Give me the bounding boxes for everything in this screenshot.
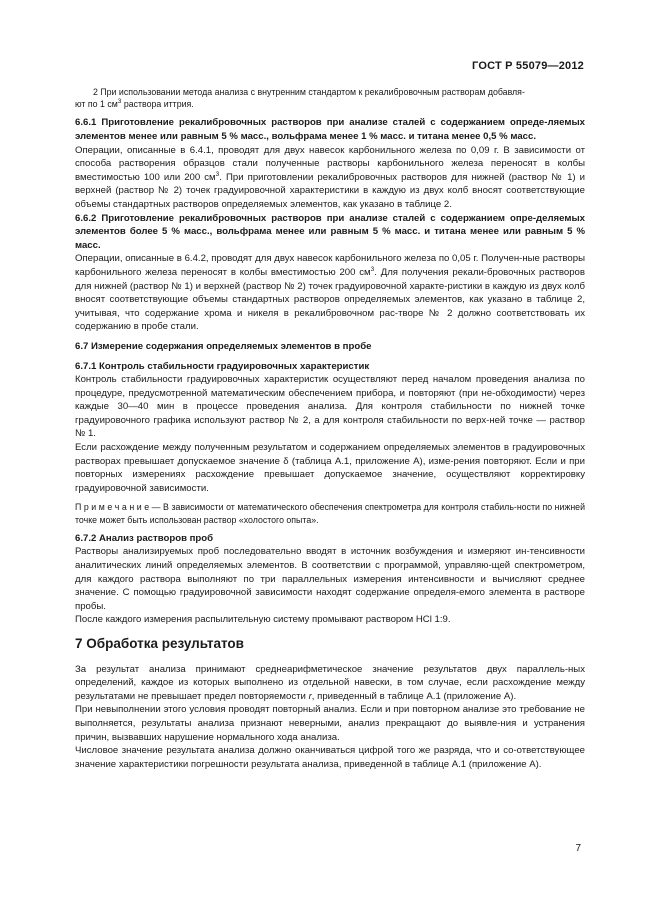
note-2-line1: 2 При использовании метода анализа с внутренним стандартом к рекалибровочным растворам добавля- <box>93 87 525 97</box>
s661-p1b: . При приготовлении рекалибровочных растворов для нижней (раствор № 1) и верхней (раствор № 2) точек градуировочной характеристики в каждую из двух колб вносят соответствующие объемы стандартных растворов определяемых элементов, как указано в таблице 2. <box>75 171 585 210</box>
section-6-6-1-paragraph <box>75 144 585 212</box>
note-2-sup: 3 <box>117 98 122 106</box>
section-6-7-1-note <box>75 501 585 525</box>
section-6-6-1-heading: 6.6.1 Приготовление рекалибровочных растворов при анализе сталей с содержанием опреде-ляемых элементов менее или равным 5 % масс., вольфрама менее 1 % масс. и титана менее 0,5 % масс. <box>75 117 585 142</box>
s7-p1a: За результат анализа принимают среднеарифметическое значение результатов двух параллель-ных определений, каждое из которых выполнено из отдельной навески, в том случае, если расхождение между результатами не превышает предел повторяемости <box>75 663 585 702</box>
s7-r: r <box>308 690 312 702</box>
section-6-7-1-heading: 6.7.1 Контроль стабильности градуировочных характеристик <box>75 360 370 372</box>
page-number: 7 <box>575 843 581 854</box>
note-label: П р и м е ч а н и е <box>75 502 150 513</box>
section-6-7-2-heading: 6.7.2 Анализ растворов проб <box>75 532 214 544</box>
section-7-paragraph-2: При невыполнении этого условия проводят повторный анализ. Если и при повторном анализе это требование не выполняется, результаты анализа признают неверными, анализ прекращают до выявле-ния и устранения причин, вызвавших нарушение нормального хода анализа. <box>75 704 585 743</box>
s662-sup: 3 <box>370 265 375 273</box>
note-text: — В зависимости от математического обеспечения спектрометра для контроля стабиль-ности по нижней точке может быть использован раствор «холостого опыта». <box>75 502 585 525</box>
standard-header: ГОСТ Р 55079—2012 <box>472 60 584 72</box>
s661-sup: 3 <box>215 170 220 178</box>
page-content <box>75 86 585 771</box>
section-7-paragraph-3: Числовое значение результата анализа должно оканчиваться цифрой того же разряда, что и со-ответствующее значение характеристики погрешности результата анализа, приведенной в таблице А.1 (приложение А). <box>75 745 585 770</box>
note-2-line2b: раствора иттрия. <box>121 99 194 110</box>
note-2-line2a: ют по 1 см <box>75 99 118 110</box>
section-7-paragraph-1 <box>75 663 585 704</box>
section-6-7-2-paragraph-1: Растворы анализируемых проб последовательно вводят в источник возбуждения и измеряют ин-тенсивности аналитических линий определяемых элементов. В соответствии с программой, управляю-щей спектрометром, для каждого раствора выполняют по три параллельных измерения интенсивности и вычисляют среднее значение. С помощью градуировочной зависимости находят содержание определя-емого элемента в растворе пробы. <box>75 546 585 612</box>
s661-p1a: Операции, описанные в 6.4.1, проводят для двух навесок карбонильного железа по 0,09 г. В зависимости от способа растворения образцов стали полученные растворы карбонильного железа переносят в колбы вместимостью 100 или 200 см <box>75 144 585 183</box>
section-6-6-2-heading: 6.6.2 Приготовление рекалибровочных растворов при анализе сталей с содержанием опре-деляемых элементов более 5 % масс., вольфрама менее или равным 5 % масс. и титана менее или равным 5 % масс. <box>75 212 585 251</box>
section-6-7-1-paragraph-2: Если расхождение между полученным результатом и содержанием определяемых элементов в градуировочных растворах превышает допускаемое значение δ (таблица А.1, приложение А), изме-рения повторяют. Если и при повторных измерениях расхождение превышает допускаемое значение, осуществляют корректировку градуировочной зависимости. <box>75 442 585 494</box>
section-7-heading: 7 Обработка результатов <box>75 636 244 651</box>
note-2 <box>75 86 585 110</box>
section-6-7-2-paragraph-2: После каждого измерения распылительную систему промывают раствором HCl 1:9. <box>75 614 451 626</box>
section-6-7-1-paragraph-1: Контроль стабильности градуировочных характеристик осуществляют перед началом проведения анализа по процедуре, предусмотренной математическим обеспечением прибора, и повторяют (при не-обходимости) через каждые 30—40 мин в процессе проведения анализа. Для контроля стабильности по нижней точке градуировочного графика используют раствор № 2, а для контроля стабильности по верх-ней точке — раствор № 1. <box>75 374 585 440</box>
s7-p1b: , приведенный в таблице А.1 (приложение А). <box>311 690 517 702</box>
section-6-7-heading: 6.7 Измерение содержания определяемых элементов в пробе <box>75 340 372 352</box>
s662-p1b: . Для получения рекали-бровочных растворов для нижней (раствор № 1) и верхней (раствор № 2) точек градуировочной характе-ристики в каждую из двух колб вносят соответствующие объемы стандартных растворов определяемых элементов, как указано в таблице 2, учитывая, что содержание хрома и никеля в рекалибровочном рас-творе № 2 должно соответствовать их содержанию в пробе стали. <box>75 266 585 333</box>
s662-p1a: Операции, описанные в 6.4.2, проводят для двух навесок карбонильного железа по 0,05 г. Получен-ные растворы карбонильного железа переносят в колбы вместимостью 200 см <box>75 253 585 278</box>
section-6-6-2-paragraph <box>75 252 585 334</box>
